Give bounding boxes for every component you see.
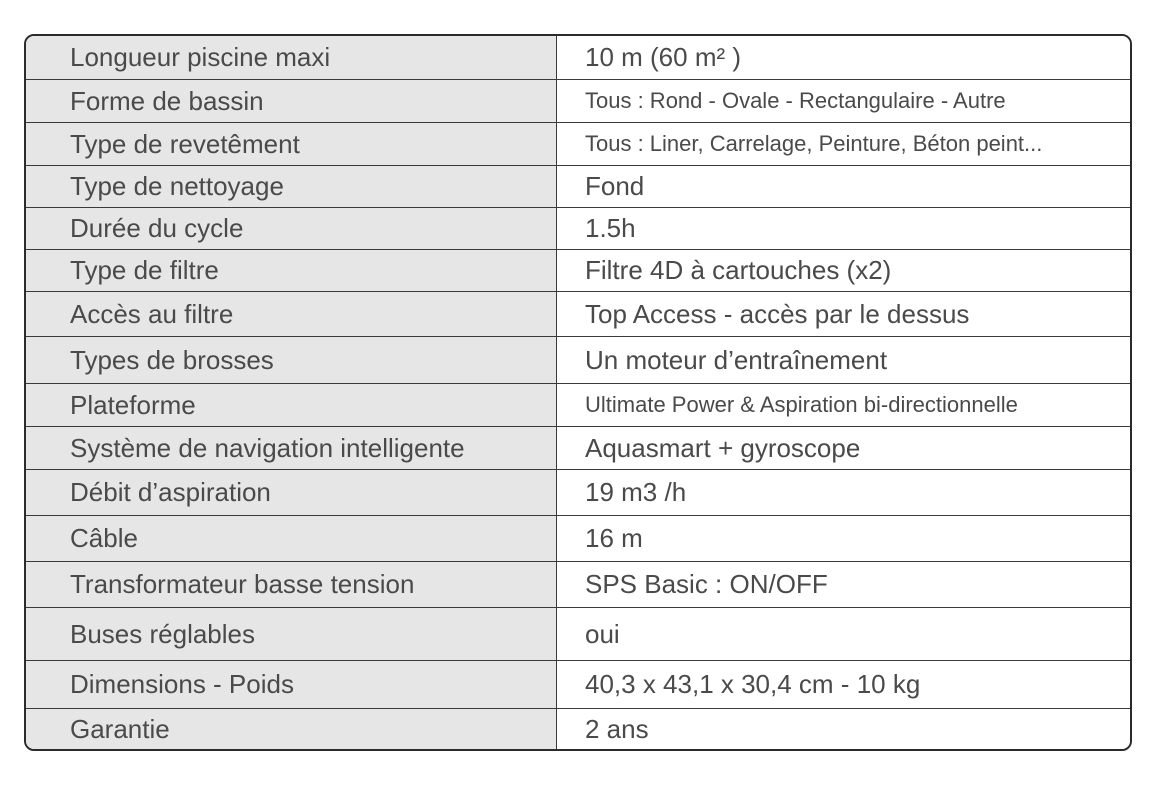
spec-label: Buses réglables [26, 608, 557, 660]
spec-value: oui [557, 608, 1130, 660]
spec-row [26, 469, 1130, 515]
spec-label: Accès au filtre [26, 292, 557, 336]
spec-value: Top Access - accès par le dessus [557, 292, 1130, 336]
spec-row [26, 660, 1130, 708]
spec-table [24, 34, 1132, 751]
spec-row [26, 249, 1130, 291]
spec-label: Durée du cycle [26, 208, 557, 249]
spec-label: Débit d’aspiration [26, 470, 557, 515]
spec-value: 40,3 x 43,1 x 30,4 cm - 10 kg [557, 661, 1130, 708]
spec-label: Plateforme [26, 384, 557, 426]
spec-row [26, 36, 1130, 79]
spec-value: 1.5h [557, 208, 1130, 249]
spec-value: Fond [557, 166, 1130, 207]
spec-row [26, 336, 1130, 383]
spec-value: SPS Basic : ON/OFF [557, 562, 1130, 607]
spec-row [26, 561, 1130, 607]
spec-label: Types de brosses [26, 337, 557, 383]
spec-row [26, 122, 1130, 165]
spec-value: Aquasmart + gyroscope [557, 427, 1130, 469]
spec-value: Filtre 4D à cartouches (x2) [557, 250, 1130, 291]
spec-row [26, 207, 1130, 249]
spec-row [26, 79, 1130, 122]
spec-value: 19 m3 /h [557, 470, 1130, 515]
spec-row [26, 607, 1130, 660]
spec-label: Transformateur basse tension [26, 562, 557, 607]
spec-row [26, 515, 1130, 561]
spec-label: Système de navigation intelligente [26, 427, 557, 469]
spec-label: Type de nettoyage [26, 166, 557, 207]
spec-row [26, 165, 1130, 207]
spec-value: Ultimate Power & Aspiration bi-directionnelle [557, 384, 1130, 426]
spec-label: Garantie [26, 709, 557, 749]
spec-value: 16 m [557, 516, 1130, 561]
spec-value: 10 m (60 m² ) [557, 36, 1130, 79]
spec-row [26, 291, 1130, 336]
spec-label: Forme de bassin [26, 80, 557, 122]
spec-row [26, 383, 1130, 426]
spec-label: Câble [26, 516, 557, 561]
spec-label: Type de filtre [26, 250, 557, 291]
spec-label: Type de revetêment [26, 123, 557, 165]
spec-row [26, 426, 1130, 469]
spec-value: Tous : Rond - Ovale - Rectangulaire - Autre [557, 80, 1130, 122]
spec-label: Dimensions - Poids [26, 661, 557, 708]
spec-value: Tous : Liner, Carrelage, Peinture, Béton peint... [557, 123, 1130, 165]
spec-value: 2 ans [557, 709, 1130, 749]
spec-row [26, 708, 1130, 749]
spec-label: Longueur piscine maxi [26, 36, 557, 79]
spec-value: Un moteur d’entraînement [557, 337, 1130, 383]
